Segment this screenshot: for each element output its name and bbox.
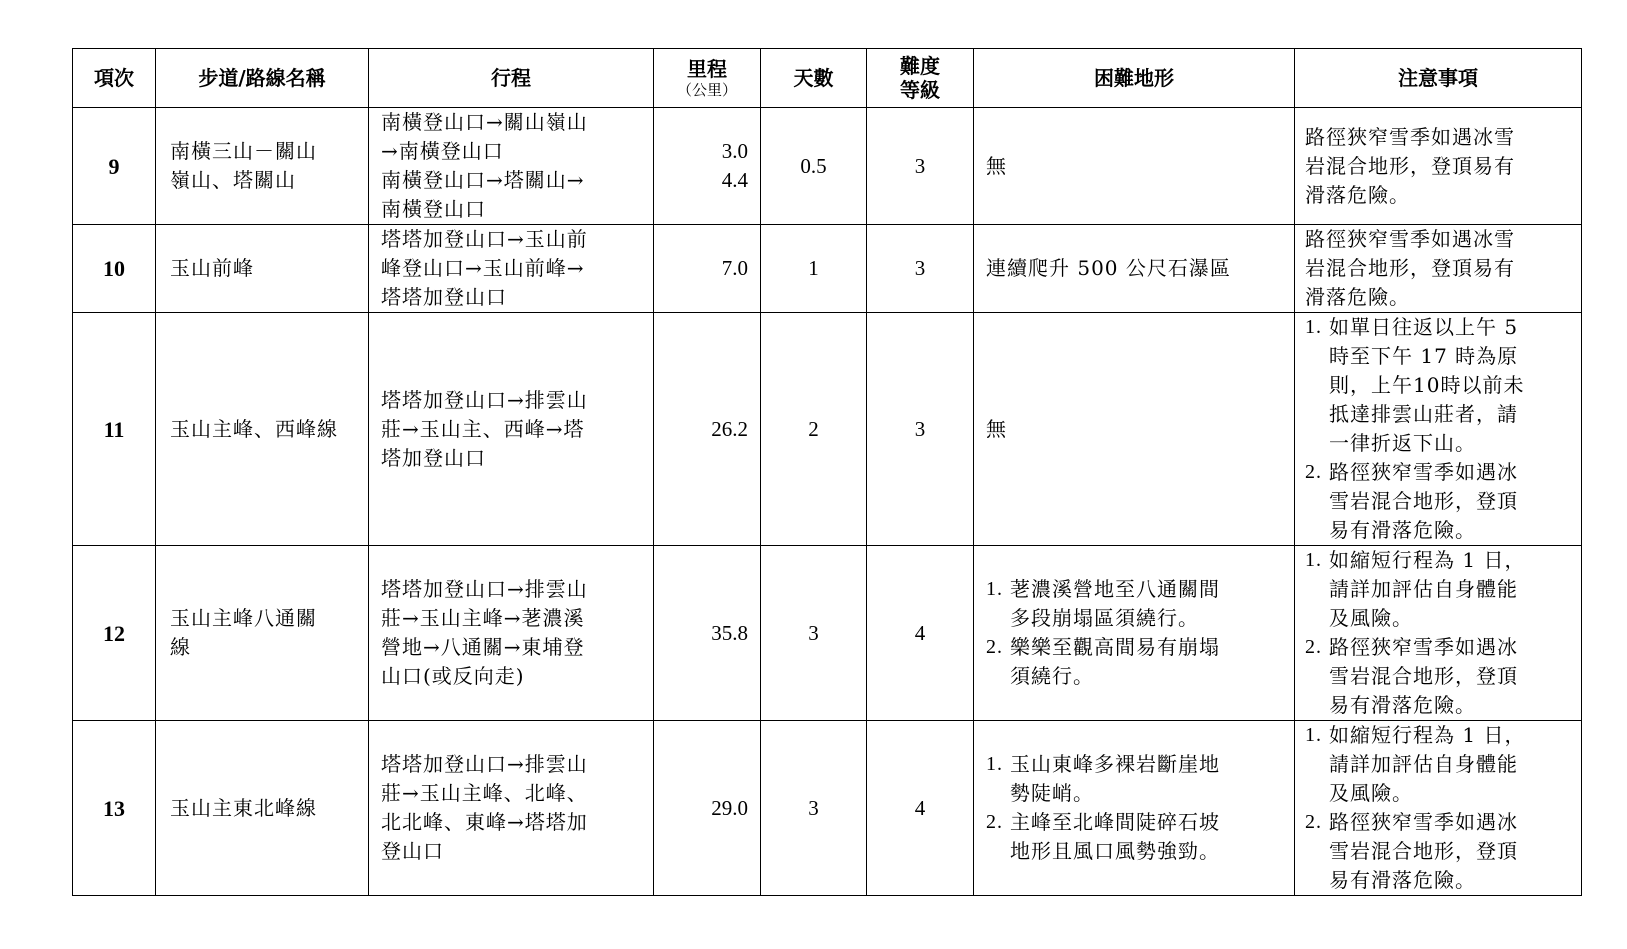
header-level-line2: 等級 [900, 78, 940, 102]
notes-item [1305, 458, 1573, 545]
row-index: 11 [73, 313, 156, 546]
terrain-item-number: 2. [986, 811, 1003, 833]
header-name: 步道/路線名稱 [156, 49, 369, 108]
table-row [73, 546, 1582, 721]
notes [1295, 225, 1582, 313]
notes-item-number: 1. [1305, 724, 1322, 746]
header-row [73, 49, 1582, 108]
distance [654, 721, 761, 896]
notes-list [1305, 546, 1573, 720]
notes-line: 岩混合地形，登頂易有 [1305, 256, 1515, 280]
route-line: 莊→玉山主、西峰→塔 [381, 416, 585, 441]
terrain-item-line: 地形且風口風勢強勁。 [1010, 839, 1220, 863]
header-level [867, 49, 974, 108]
notes [1295, 721, 1582, 896]
terrain-list [986, 575, 1286, 691]
notes [1295, 313, 1582, 546]
distance-value: 29.0 [711, 795, 748, 820]
notes-item-line: 如縮短行程為 1 日， [1329, 723, 1526, 747]
terrain-item-line: 荖濃溪營地至八通關間 [1010, 577, 1220, 601]
terrain-item-line: 多段崩塌區須繞行。 [1010, 606, 1199, 630]
terrain-item [986, 808, 1286, 866]
notes-item-line: 請詳加評估自身體能 [1329, 577, 1518, 601]
table-row [73, 108, 1582, 225]
notes-item-line: 路徑狹窄雪季如遇冰 [1329, 810, 1518, 834]
trail-name-line: 玉山主東北峰線 [170, 795, 317, 820]
trail-name [156, 225, 369, 313]
terrain-item-number: 1. [986, 753, 1003, 775]
terrain-item [986, 575, 1286, 633]
header-index: 項次 [73, 49, 156, 108]
terrain-item-line: 樂樂至觀高間易有崩塌 [1010, 635, 1220, 659]
row-index: 13 [73, 721, 156, 896]
notes-item-line: 請詳加評估自身體能 [1329, 752, 1518, 776]
days: 2 [761, 313, 867, 546]
terrain-item [986, 633, 1286, 691]
route [369, 313, 654, 546]
notes-item-number: 1. [1305, 316, 1322, 338]
difficulty-level: 4 [867, 546, 974, 721]
days: 1 [761, 225, 867, 313]
difficulty-level: 3 [867, 108, 974, 225]
terrain-list [986, 750, 1286, 866]
route-line: 山口(或反向走) [381, 664, 525, 688]
header-level-line1: 難度 [900, 54, 940, 78]
route-line: 塔塔加登山口 [381, 285, 507, 309]
notes-line: 路徑狹窄雪季如遇冰雪 [1305, 124, 1515, 149]
distance-value: 35.8 [711, 620, 748, 645]
trail-name-line: 線 [170, 635, 191, 659]
route-line: 南橫登山口→塔關山→ [381, 168, 585, 192]
notes-line: 滑落危險。 [1305, 285, 1410, 309]
difficult-terrain [974, 721, 1295, 896]
route-line: 北北峰、東峰→塔塔加 [381, 810, 588, 834]
days: 3 [761, 546, 867, 721]
route-line: 莊→玉山主峰、北峰、 [381, 781, 588, 805]
route-line: →南橫登山口 [381, 139, 504, 163]
difficult-terrain: 無 [974, 108, 1295, 225]
header-notes: 注意事項 [1295, 49, 1582, 108]
route-line: 峰登山口→玉山前峰→ [381, 256, 585, 280]
distance-value: 4.4 [721, 168, 748, 192]
terrain-item-line: 勢陡峭。 [1010, 781, 1094, 805]
route-line: 登山口 [381, 839, 444, 863]
terrain-item-line: 主峰至北峰間陡碎石坡 [1010, 810, 1220, 834]
terrain-item-number: 1. [986, 578, 1003, 600]
distance-value: 7.0 [721, 256, 748, 280]
notes-item-line: 易有滑落危險。 [1329, 868, 1476, 892]
table-row [73, 225, 1582, 313]
notes [1295, 108, 1582, 225]
notes-item [1305, 633, 1573, 720]
notes-item-number: 2. [1305, 811, 1322, 833]
difficult-terrain [974, 546, 1295, 721]
notes-item [1305, 313, 1573, 458]
trail-name-line: 玉山主峰八通關 [170, 606, 317, 630]
route [369, 721, 654, 896]
notes-item-line: 雪岩混合地形，登頂 [1329, 664, 1518, 688]
route-line: 南橫登山口 [381, 197, 486, 221]
trail-name-line: 嶺山、塔關山 [170, 168, 296, 192]
row-index: 9 [73, 108, 156, 225]
route-line: 塔塔加登山口→排雲山 [381, 387, 588, 412]
route-line: 塔塔加登山口→排雲山 [381, 577, 588, 601]
notes-item-line: 雪岩混合地形，登頂 [1329, 839, 1518, 863]
notes-item [1305, 546, 1573, 633]
header-distance [654, 49, 761, 108]
notes-item-line: 則，上午10時以前未 [1329, 373, 1525, 397]
header-distance-unit: （公里） [676, 81, 737, 99]
notes-item-number: 2. [1305, 461, 1322, 483]
table-row [73, 721, 1582, 896]
trail-name [156, 108, 369, 225]
notes-item-number: 1. [1305, 549, 1322, 571]
notes-item-line: 抵達排雲山莊者，請 [1329, 402, 1518, 426]
terrain-item-line: 須繞行。 [1010, 664, 1094, 688]
route [369, 546, 654, 721]
notes-item-line: 易有滑落危險。 [1329, 693, 1476, 717]
route [369, 108, 654, 225]
notes-list [1305, 313, 1573, 545]
route [369, 225, 654, 313]
difficulty-level: 3 [867, 225, 974, 313]
notes-item-line: 易有滑落危險。 [1329, 518, 1476, 542]
notes-item [1305, 721, 1573, 808]
notes-item-line: 雪岩混合地形，登頂 [1329, 489, 1518, 513]
notes-item-line: 路徑狹窄雪季如遇冰 [1329, 635, 1518, 659]
table-row [73, 313, 1582, 546]
notes-item-line: 如單日往返以上午 5 [1329, 315, 1519, 339]
distance-value: 3.0 [721, 139, 748, 163]
header-route: 行程 [369, 49, 654, 108]
difficult-terrain: 連續爬升 500 公尺石瀑區 [974, 225, 1295, 313]
notes-item-number: 2. [1305, 636, 1322, 658]
notes-list [1305, 721, 1573, 895]
notes-item-line: 路徑狹窄雪季如遇冰 [1329, 460, 1518, 484]
distance [654, 313, 761, 546]
distance [654, 108, 761, 225]
difficulty-level: 4 [867, 721, 974, 896]
distance [654, 225, 761, 313]
row-index: 10 [73, 225, 156, 313]
header-days: 天數 [761, 49, 867, 108]
days: 3 [761, 721, 867, 896]
route-line: 塔塔加登山口→玉山前 [381, 227, 588, 251]
notes-line: 路徑狹窄雪季如遇冰雪 [1305, 227, 1515, 251]
difficult-terrain: 無 [974, 313, 1295, 546]
route-line: 塔塔加登山口→排雲山 [381, 752, 588, 776]
trail-name [156, 313, 369, 546]
notes-item-line: 及風險。 [1329, 606, 1413, 630]
header-distance-label: 里程 [687, 57, 727, 81]
terrain-item-number: 2. [986, 636, 1003, 658]
route-line: 營地→八通關→東埔登 [381, 635, 585, 659]
route-line: 塔加登山口 [381, 445, 486, 470]
notes-item-line: 一律折返下山。 [1329, 431, 1476, 455]
notes-item-line: 時至下午 17 時為原 [1329, 344, 1519, 368]
days: 0.5 [761, 108, 867, 225]
trail-name-line: 南橫三山－關山 [170, 139, 317, 163]
difficulty-level: 3 [867, 313, 974, 546]
route-line: 南橫登山口→關山嶺山 [381, 110, 588, 134]
route-line: 莊→玉山主峰→荖濃溪 [381, 606, 585, 630]
trail-name-line: 玉山前峰 [170, 256, 254, 280]
terrain-item [986, 750, 1286, 808]
notes-item [1305, 808, 1573, 895]
trail-name-line: 玉山主峰、西峰線 [170, 416, 338, 441]
trail-name [156, 546, 369, 721]
terrain-item-line: 玉山東峰多裸岩斷崖地 [1010, 752, 1220, 776]
notes-item-line: 及風險。 [1329, 781, 1413, 805]
distance-value: 26.2 [711, 416, 748, 441]
notes-item-line: 如縮短行程為 1 日， [1329, 548, 1526, 572]
notes-line: 滑落危險。 [1305, 182, 1410, 207]
row-index: 12 [73, 546, 156, 721]
header-terrain: 困難地形 [974, 49, 1295, 108]
distance [654, 546, 761, 721]
trail-table [72, 48, 1582, 896]
notes [1295, 546, 1582, 721]
notes-line: 岩混合地形，登頂易有 [1305, 153, 1515, 178]
table-body [73, 108, 1582, 896]
trail-name [156, 721, 369, 896]
